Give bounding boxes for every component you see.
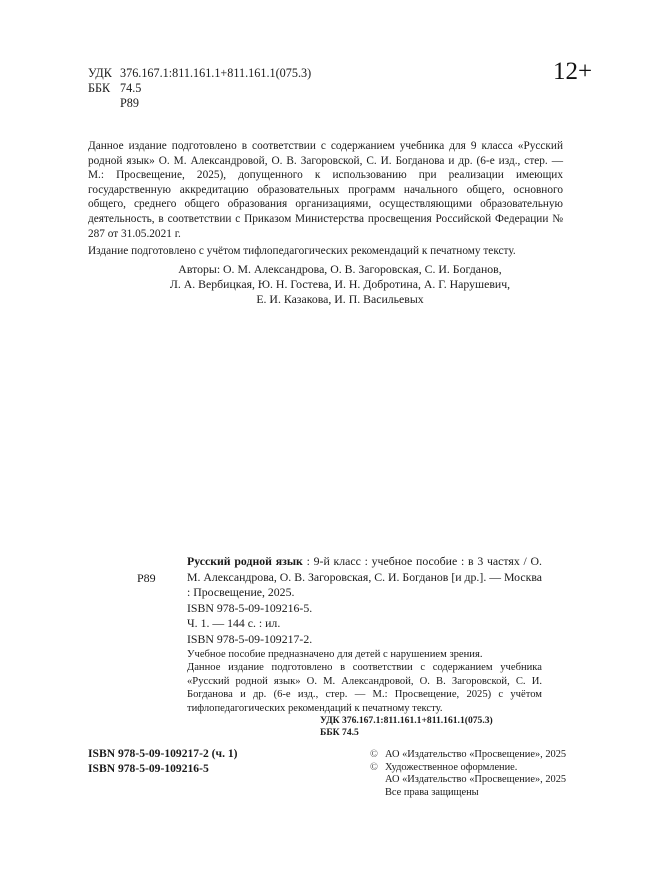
isbn-line-2: ISBN 978-5-09-109216-5 <box>88 761 209 775</box>
isbn-set: ISBN 978-5-09-109216-5. <box>187 600 313 615</box>
book-title: Русский родной язык <box>187 554 303 568</box>
annotation <box>88 139 563 259</box>
annotation-paragraph-2: Издание подготовлено с учётом тифлопедагогических рекомендаций к печатному тексту. <box>88 245 516 258</box>
card-note-2-wrapper <box>174 661 542 715</box>
udk-value: 376.167.1:811.161.1+811.161.1(075.3) <box>120 66 312 80</box>
author-mark: Р89 <box>120 96 139 110</box>
part-info: Ч. 1. — 144 с. : ил. <box>187 616 281 630</box>
book-title-details: : 9-й класс : учебное пособие : в 3 частях / О. М. Александрова, О. В. Загоровская, С. И. Богданов [и др.]. — Москва : Просвещение, 2025. <box>187 554 542 599</box>
authors-line: Авторы: О. М. Александрова, О. В. Загоровская, С. И. Богданов, <box>178 262 502 276</box>
udk-row <box>88 66 311 81</box>
age-rating: 12+ <box>553 58 593 85</box>
annotation-paragraph-1: Данное издание подготовлено в соответствии с содержанием учебника для 9 класса «Русский родной язык» О. М. Александровой, О. В. Загоровской, С. И. Богданова и др. (6-е изд., стер. — М.: Просвещение, 2025), допущенного к использованию при реализации имеющих государственную аккредитацию образовательных программ начального общего, основного общего, среднего общего образования организациями, осуществляющими образовательную деятельность, в соответствии с Приказом Министерства просвещения Российской Федерации № 287 от 31.05.2021 г. <box>88 140 563 240</box>
copyright-icon: © <box>370 749 378 760</box>
copyright-line-4: Все права защищены <box>385 786 479 798</box>
card-note-1: Учебное пособие предназначено для детей с нарушением зрения. <box>187 649 483 660</box>
catalog-card <box>174 554 542 739</box>
authors-line: Л. А. Вербицкая, Ю. Н. Гостева, И. Н. Добротина, А. Г. Нарушевич, <box>169 277 511 291</box>
copyright-icon: © <box>370 761 378 773</box>
copyright-line-2: Художественное оформление. <box>385 761 518 773</box>
catalog-card-code: Р89 <box>137 571 156 585</box>
copyright-line-3: АО «Издательство «Просвещение», 2025 <box>385 774 567 786</box>
authors-line: Е. И. Казакова, И. П. Васильевых <box>256 292 424 306</box>
card-bbk: ББК 74.5 <box>320 727 359 739</box>
isbn-block <box>88 747 238 776</box>
udk-label: УДК <box>88 66 112 80</box>
classification-block <box>88 66 311 111</box>
copyright-block <box>370 749 566 799</box>
bbk-row <box>88 81 311 96</box>
bbk-label: ББК <box>88 81 111 95</box>
isbn-part: ISBN 978-5-09-109217-2. <box>187 631 313 646</box>
card-note-2: Данное издание подготовлено в соответствии с содержанием учебника «Русский родной язык» О. М. Александровой, О. В. Загоровской, С. И. Богданова и др. (6-е изд., стер. — М.: Просвещение, 2025) с учётом тифлопедагогических рекомендаций к печатному тексту. <box>187 662 542 714</box>
isbn-line-1: ISBN 978-5-09-109217-2 (ч. 1) <box>88 747 238 760</box>
authors-list <box>130 262 550 307</box>
card-udk: УДК 376.167.1:811.161.1+811.161.1(075.3) <box>320 715 493 727</box>
bbk-value: 74.5 <box>120 81 142 95</box>
author-mark-row <box>88 96 311 111</box>
copyright-line-1: АО «Издательство «Просвещение», 2025 <box>385 749 567 760</box>
catalog-card-title <box>174 554 542 601</box>
